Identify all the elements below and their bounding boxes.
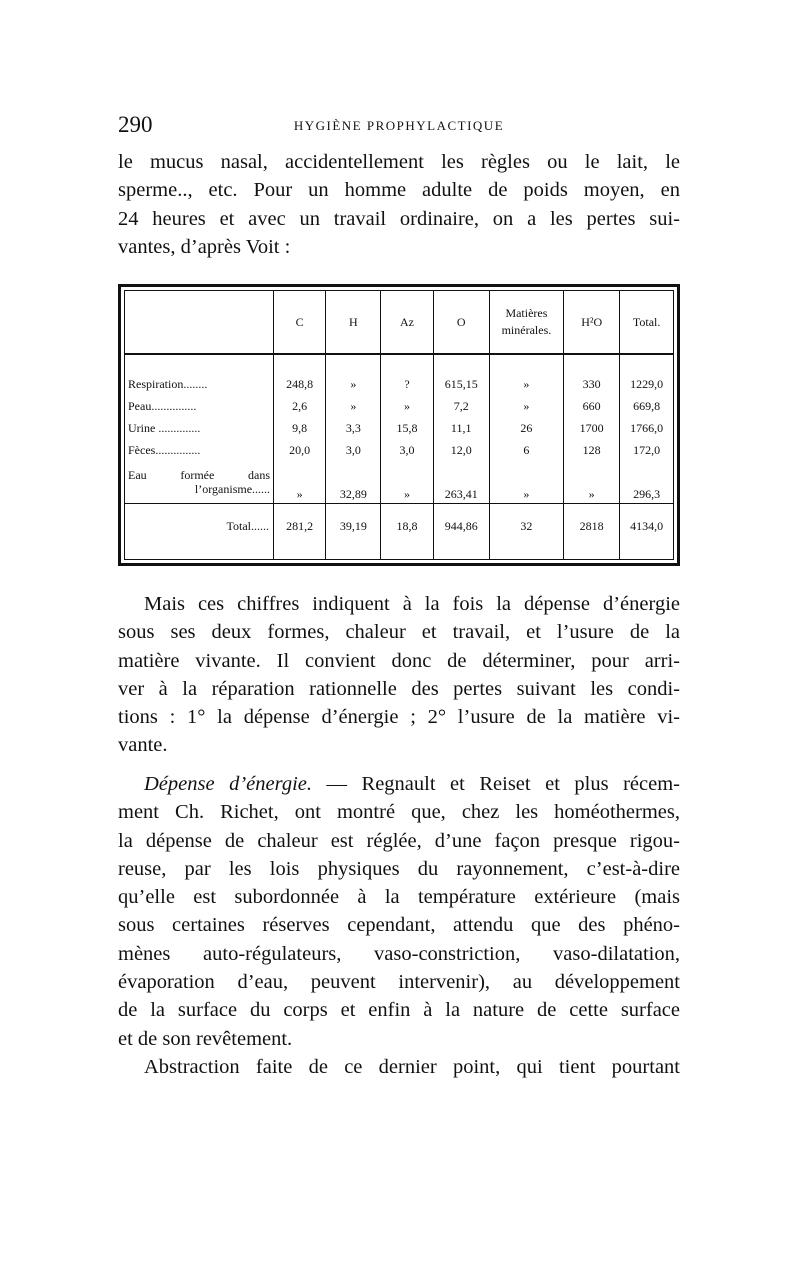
- header-cell: H: [326, 291, 381, 354]
- table-cell: 128: [564, 440, 620, 462]
- header-cell-empty: [125, 291, 274, 354]
- text-line: sous ses deux formes, chaleur et travail, et l’usure de la: [118, 621, 680, 644]
- table-cell: 3,3: [326, 418, 381, 440]
- running-title: HYGIÈNE PROPHYLACTIQUE: [293, 118, 505, 133]
- total-cell: 281,2: [274, 504, 326, 549]
- paragraph-abstraction: [118, 1053, 680, 1081]
- text-line: matière vivante. Il convient donc de déterminer, pour arri-: [118, 649, 680, 672]
- table-cell: »: [274, 462, 326, 504]
- header-cell: C: [274, 291, 326, 354]
- total-cell: 944,86: [433, 504, 489, 549]
- text-line: le mucus nasal, accidentellement les règles ou le lait, le: [118, 151, 680, 173]
- table-cell: 2,6: [274, 396, 326, 418]
- table-cell: 263,41: [433, 462, 489, 504]
- table-cell: 669,8: [620, 396, 673, 418]
- page-number: 290: [118, 112, 153, 137]
- text-line: qu’elle est subordonnée à la température extérieure (mais: [118, 886, 680, 909]
- text-line: la dépense de chaleur est réglée, d’une façon presque rigou-: [118, 829, 680, 852]
- text-line: Abstraction faite de ce dernier point, qui tient pourtant: [144, 1056, 680, 1078]
- header-cell: O: [433, 291, 489, 354]
- text-line: et de son revêtement.: [118, 1027, 293, 1050]
- table-cell: 172,0: [620, 440, 673, 462]
- table-cell: 615,15: [433, 373, 489, 395]
- table-cell: 26: [489, 418, 563, 440]
- total-cell: 2818: [564, 504, 620, 549]
- table-cell: »: [489, 396, 563, 418]
- total-label: Total......: [125, 504, 274, 549]
- row-label: Fèces...............: [128, 443, 201, 458]
- table-cell: 6: [489, 440, 563, 462]
- header-cell: H²O: [564, 291, 620, 354]
- table-cell: »: [489, 462, 563, 504]
- text-line: Mais ces chiffres indiquent à la fois la dépense d’énergie: [144, 593, 680, 615]
- row-label: Respiration........: [128, 376, 208, 391]
- table-cell: ?: [381, 373, 433, 395]
- table-cell: 1766,0: [620, 418, 673, 440]
- table-cell: 660: [564, 396, 620, 418]
- text-line: ment Ch. Richet, ont montré que, chez les homéothermes,: [118, 801, 680, 824]
- running-head: [118, 112, 680, 142]
- table-cell: 15,8: [381, 418, 433, 440]
- table-cell: 3,0: [326, 440, 381, 462]
- section-lead: Dépense d’énergie.: [144, 773, 312, 795]
- table-cell: 12,0: [433, 440, 489, 462]
- table-cell: 11,1: [433, 418, 489, 440]
- table-cell: »: [489, 373, 563, 395]
- losses-table: [118, 284, 680, 566]
- table-cell: 3,0: [381, 440, 433, 462]
- total-cell: 39,19: [326, 504, 381, 549]
- table-total-row: [125, 504, 673, 549]
- table-cell: 20,0: [274, 440, 326, 462]
- paragraph-energy-expenditure: [118, 770, 680, 1053]
- header-cell: Az: [381, 291, 433, 354]
- text-line: ver à la réparation rationnelle des pertes suivant les condi-: [118, 677, 680, 700]
- table-cell: 1229,0: [620, 373, 673, 395]
- table-cell: »: [381, 396, 433, 418]
- table-header-row: [125, 291, 673, 354]
- text-line: de la surface du corps et enfin à la nature de cette surface: [118, 999, 680, 1022]
- table-cell: »: [564, 462, 620, 504]
- text-line: sous certaines réserves cependant, attendu que des phéno-: [118, 914, 680, 937]
- table-row: [125, 373, 673, 395]
- header-cell: Total.: [620, 291, 673, 354]
- text-line: vante.: [118, 734, 168, 757]
- text-line: reuse, par les lois physiques du rayonnement, c’est-à-dire: [118, 857, 680, 880]
- table-row: [125, 418, 673, 440]
- text-line: 24 heures et avec un travail ordinaire, on a les pertes sui-: [118, 207, 680, 230]
- row-label: [125, 462, 274, 504]
- table-cell: 1700: [564, 418, 620, 440]
- text-line: tions : 1° la dépense d’énergie ; 2° l’usure de la matière vi-: [118, 706, 680, 729]
- table-cell: »: [381, 462, 433, 504]
- row-label: Urine ..............: [128, 421, 201, 436]
- table-cell: 9,8: [274, 418, 326, 440]
- total-cell: 32: [489, 504, 563, 549]
- table-row: [125, 462, 673, 504]
- table-cell: 248,8: [274, 373, 326, 395]
- total-cell: 18,8: [381, 504, 433, 549]
- table-row: [125, 440, 673, 462]
- table-cell: »: [326, 373, 381, 395]
- table-cell: 296,3: [620, 462, 673, 504]
- table-row: [125, 396, 673, 418]
- text-fragment: — Regnault et Reiset et plus récem-: [312, 773, 680, 795]
- text-line: évaporation d’eau, peuvent intervenir), au développement: [118, 971, 680, 994]
- table-cell: 32,89: [326, 462, 381, 504]
- table-cell: 330: [564, 373, 620, 395]
- text-line: mènes auto-régulateurs, vaso-constriction, vaso-dilatation,: [118, 942, 680, 965]
- table-cell: »: [326, 396, 381, 418]
- total-cell: 4134,0: [620, 504, 673, 549]
- table-cell: 7,2: [433, 396, 489, 418]
- row-label-line: l’organisme......: [194, 482, 271, 497]
- header-cell: Matières minérales.: [489, 291, 563, 354]
- row-label: Peau...............: [128, 399, 197, 414]
- text-line: [118, 770, 680, 798]
- row-label-line: Eau formée dans: [128, 468, 271, 483]
- paragraph-energy-intro: [118, 590, 680, 760]
- text-line: sperme.., etc. Pour un homme adulte de poids moyen, en: [118, 179, 680, 202]
- text-line: vantes, d’après Voit :: [118, 235, 291, 258]
- intro-paragraph: [118, 148, 680, 261]
